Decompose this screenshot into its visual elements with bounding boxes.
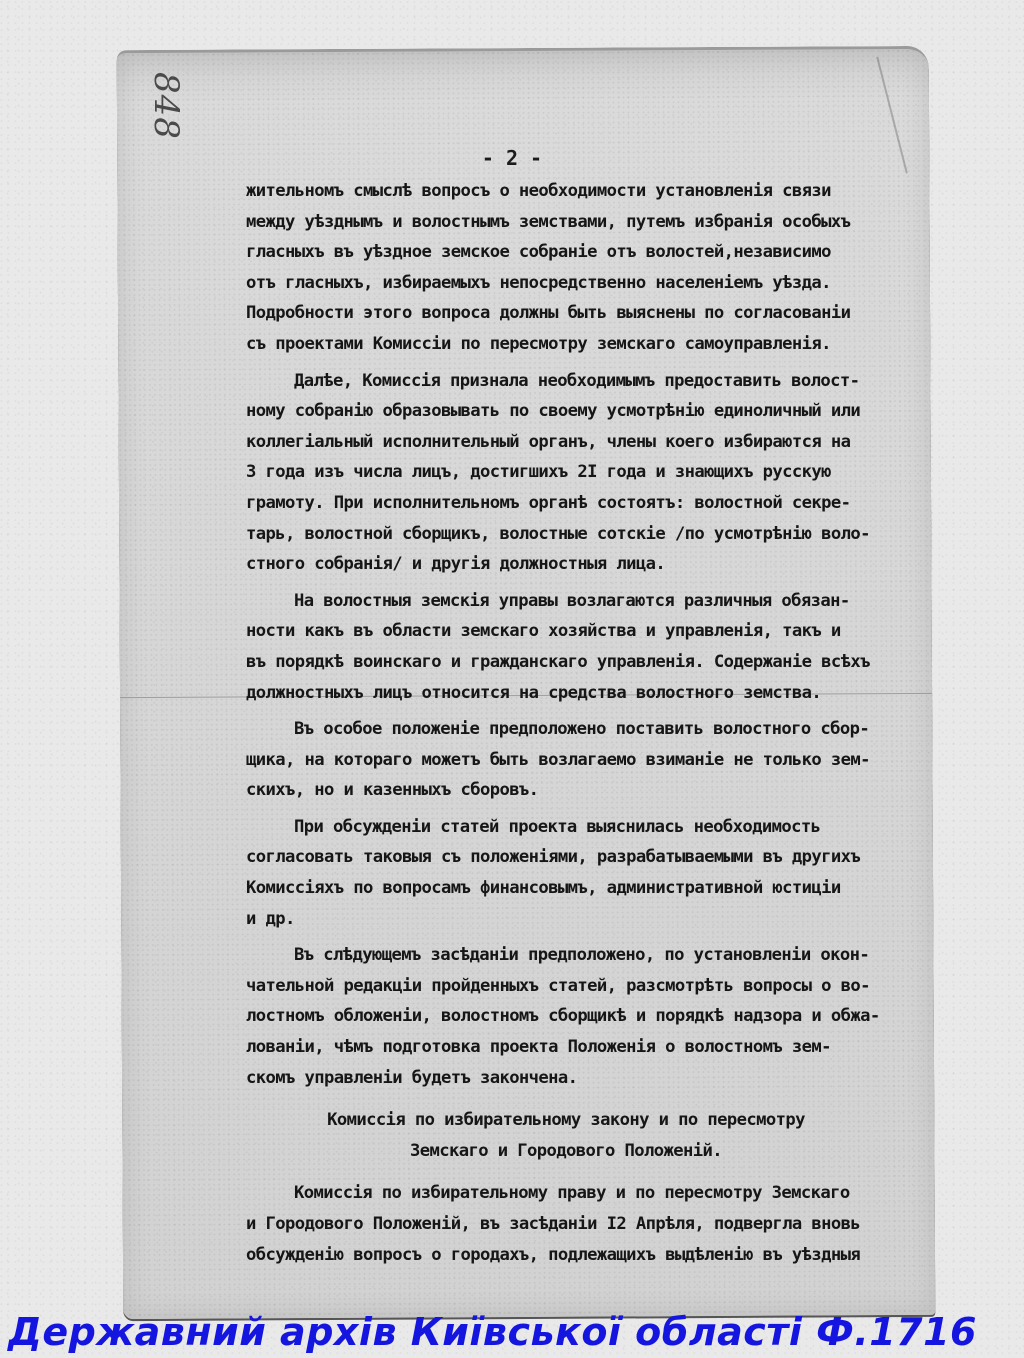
text-line: грамоту. При исполнительномъ органѣ состоятъ: волостной секре-	[246, 492, 851, 513]
text-line: обсужденію вопросъ о городахъ, подлежащихъ выдѣленію въ уѣздныя	[246, 1244, 861, 1265]
text-line: ному собранію образовывать по своему усмотрѣнію единоличный или	[246, 401, 861, 422]
paragraph-collector	[246, 714, 886, 806]
text-line: Въ особое положеніе предположено поставить волостного сбор-	[294, 719, 870, 740]
archive-watermark: Державний архів Київської області Ф.1716	[8, 1310, 977, 1354]
text-line: жительномъ смыслѣ вопросъ о необходимости установленія связи	[246, 181, 831, 201]
paragraph-executive-organ	[246, 366, 886, 580]
text-line: Комиссія по избирательному праву и по пересмотру Земскаго	[294, 1183, 850, 1204]
paragraph-duties	[246, 586, 886, 708]
text-line: Подробности этого вопроса должны быть выяснены по согласованіи	[246, 303, 851, 324]
text-line: скихъ, но и казенныхъ сборовъ.	[246, 780, 539, 801]
text-line: согласовать таковыя съ положеніями, разрабатываемыми въ другихъ	[246, 847, 861, 868]
text-line: лостномъ обложеніи, волостномъ сборщикѣ и порядкѣ надзора и обжа-	[246, 1006, 880, 1027]
text-line: лованіи, чѣмъ подготовка проекта Положенія о волостномъ зем-	[246, 1037, 831, 1058]
text-line: стного собранія/ и другія должностныя лица.	[246, 554, 666, 575]
text-line: ности какъ въ области земскаго хозяйства и управленія, такъ и	[246, 621, 841, 642]
text-line: На волостныя земскія управы возлагаются различныя обязан-	[294, 590, 850, 611]
text-line: въ порядкѣ воинскаго и гражданскаго управленія. Содержаніе всѣхъ	[246, 651, 870, 672]
text-line: Далѣе, Комиссія признала необходимымъ предоставить волост-	[294, 370, 860, 391]
section-heading	[246, 1105, 886, 1166]
text-line: и Городового Положеній, въ засѣданіи I2 Апрѣля, подвергла вновь	[246, 1214, 861, 1234]
text-line: должностныхъ лицъ относится на средства волостного земства.	[246, 682, 822, 703]
paragraph-next-session	[246, 940, 886, 1093]
text-line: скомъ управленіи будетъ закончена.	[246, 1067, 578, 1088]
document-body	[246, 176, 886, 1270]
text-line: тарь, волостной сборщикъ, волостные сотскіе /по усмотрѣнію воло-	[246, 523, 870, 544]
paragraph-electoral-commission	[246, 1178, 886, 1270]
text-line: Комиссіяхъ по вопросамъ финансовымъ, административной юстиціи	[246, 878, 841, 899]
text-line: между уѣзднымъ и волостнымъ земствами, путемъ избранія особыхъ	[246, 211, 851, 232]
text-line: Въ слѣдующемъ засѣданіи предположено, по установленіи окон-	[294, 945, 870, 966]
heading-line: Комиссія по избирательному закону и по пересмотру	[327, 1110, 805, 1131]
text-line: При обсужденіи статей проекта выяснилась необходимость	[294, 816, 821, 837]
paragraph-continuation	[246, 176, 886, 360]
text-line: щика, на котораго можетъ быть возлагаемо взиманіе не только зем-	[246, 749, 870, 770]
paragraph-coordination	[246, 812, 886, 934]
text-line: коллегіальный исполнительный органъ, члены коего избираются на	[246, 431, 851, 452]
text-line: и др.	[246, 908, 295, 929]
heading-line: Земскаго и Городового Положеній.	[410, 1140, 722, 1161]
text-line: съ проектами Комиссіи по пересмотру земскаго самоуправленія.	[246, 333, 831, 354]
text-line: 3 года изъ числа лицъ, достигшихъ 2I года и знающихъ русскую	[246, 462, 831, 483]
page-number: - 2 -	[481, 146, 543, 170]
handwritten-archive-number: 848	[146, 72, 186, 140]
text-line: отъ гласныхъ, избираемыхъ непосредственно населеніемъ уѣзда.	[246, 272, 831, 293]
text-line: чательной редакціи пройденныхъ статей, разсмотрѣть вопросы о во-	[246, 975, 870, 996]
text-line: гласныхъ въ уѣздное земское собраніе отъ волостей,независимо	[246, 242, 831, 263]
